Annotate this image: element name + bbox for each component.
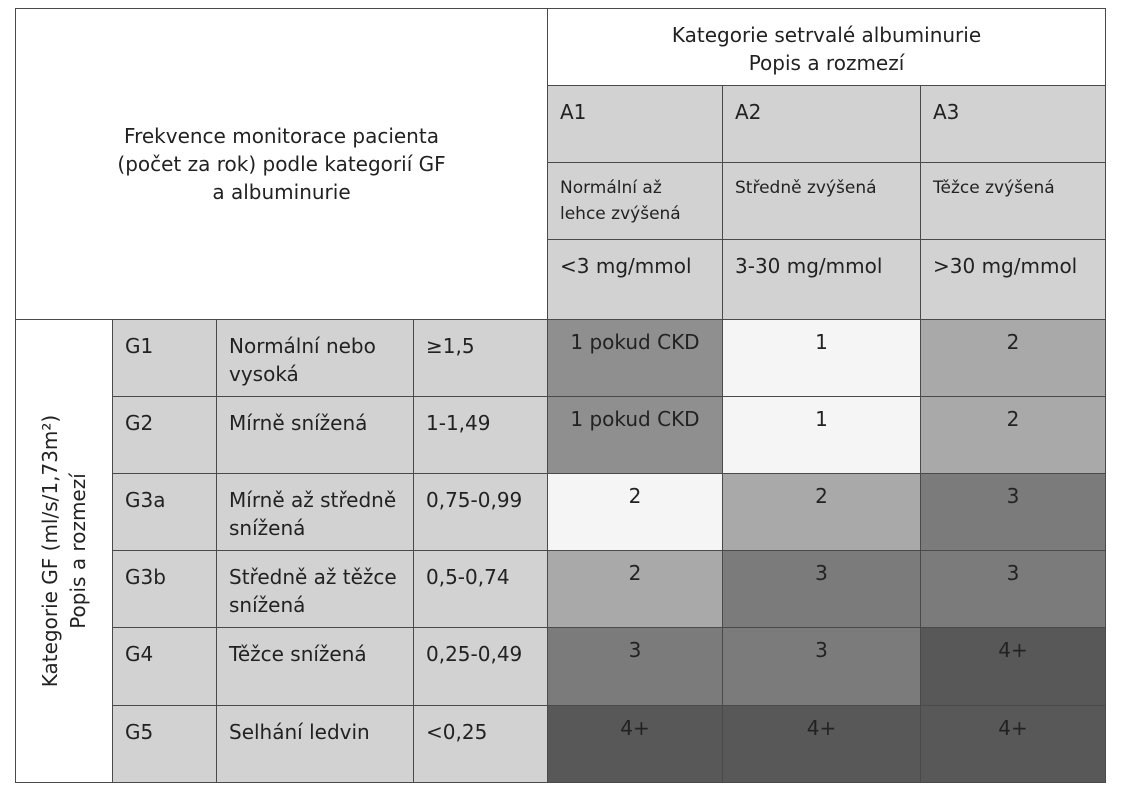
value-cell: 4+ bbox=[548, 706, 723, 783]
value-cell: 4+ bbox=[723, 706, 921, 783]
row-desc: Mírně snížená bbox=[217, 397, 414, 474]
row-range: ≥1,5 bbox=[414, 320, 548, 397]
row-code: G3b bbox=[113, 551, 217, 628]
value-cell: 4+ bbox=[921, 628, 1106, 706]
row-range: 1-1,49 bbox=[414, 397, 548, 474]
row-range: 0,5-0,74 bbox=[414, 551, 548, 628]
table-row-g1 bbox=[16, 320, 1106, 397]
albuminuria-subtitle: Popis a rozmezí bbox=[748, 51, 905, 75]
column-range-a1: <3 mg/mmol bbox=[548, 240, 723, 320]
gf-axis-header bbox=[16, 320, 113, 783]
value-cell: 3 bbox=[548, 628, 723, 706]
row-code: G5 bbox=[113, 706, 217, 783]
value-cell: 3 bbox=[723, 628, 921, 706]
column-code-a1: A1 bbox=[548, 86, 723, 163]
table-row-g4 bbox=[16, 628, 1106, 706]
value-cell: 3 bbox=[723, 551, 921, 628]
value-cell: 1 pokud CKD bbox=[548, 320, 723, 397]
table-row-g5 bbox=[16, 706, 1106, 783]
row-desc: Selhání ledvin bbox=[217, 706, 414, 783]
table-row-g2 bbox=[16, 397, 1106, 474]
value-cell: 3 bbox=[921, 474, 1106, 551]
row-desc: Těžce snížená bbox=[217, 628, 414, 706]
row-range: 0,75-0,99 bbox=[414, 474, 548, 551]
column-desc-a3: Těžce zvýšená bbox=[921, 163, 1106, 240]
corner-line-3: a albuminurie bbox=[212, 180, 351, 204]
value-cell: 1 bbox=[723, 397, 921, 474]
column-desc-a1: Normální až lehce zvýšená bbox=[548, 163, 723, 240]
value-cell: 4+ bbox=[921, 706, 1106, 783]
value-cell: 1 bbox=[723, 320, 921, 397]
value-cell: 2 bbox=[548, 551, 723, 628]
row-desc: Středně až těžce snížená bbox=[217, 551, 414, 628]
corner-line-1: Frekvence monitorace pacienta bbox=[124, 124, 439, 148]
value-cell: 2 bbox=[921, 320, 1106, 397]
gf-axis-title: Kategorie GF (ml/s/1,73m²) bbox=[38, 414, 62, 688]
albuminuria-title: Kategorie setrvalé albuminurie bbox=[671, 23, 982, 47]
column-code-a2: A2 bbox=[723, 86, 921, 163]
albuminuria-header bbox=[548, 9, 1106, 86]
column-range-a2: 3-30 mg/mmol bbox=[723, 240, 921, 320]
row-desc: Normální nebo vysoká bbox=[217, 320, 414, 397]
value-cell: 1 pokud CKD bbox=[548, 397, 723, 474]
value-cell: 2 bbox=[548, 474, 723, 551]
row-code: G4 bbox=[113, 628, 217, 706]
column-range-a3: >30 mg/mmol bbox=[921, 240, 1106, 320]
row-code: G2 bbox=[113, 397, 217, 474]
value-cell: 2 bbox=[921, 397, 1106, 474]
gf-axis-subtitle: Popis a rozmezí bbox=[66, 473, 90, 629]
corner-line-2: (počet za rok) podle kategorií GF bbox=[117, 152, 446, 176]
row-code: G1 bbox=[113, 320, 217, 397]
value-cell: 2 bbox=[723, 474, 921, 551]
row-range: 0,25-0,49 bbox=[414, 628, 548, 706]
column-code-a3: A3 bbox=[921, 86, 1106, 163]
table-row-g3a bbox=[16, 474, 1106, 551]
row-code: G3a bbox=[113, 474, 217, 551]
monitoring-frequency-table bbox=[15, 8, 1106, 783]
value-cell: 3 bbox=[921, 551, 1106, 628]
column-desc-a2: Středně zvýšená bbox=[723, 163, 921, 240]
table-row-g3b bbox=[16, 551, 1106, 628]
monitoring-frequency-table-wrapper bbox=[15, 8, 1106, 783]
corner-header bbox=[16, 9, 548, 320]
row-desc: Mírně až středně snížená bbox=[217, 474, 414, 551]
row-range: <0,25 bbox=[414, 706, 548, 783]
